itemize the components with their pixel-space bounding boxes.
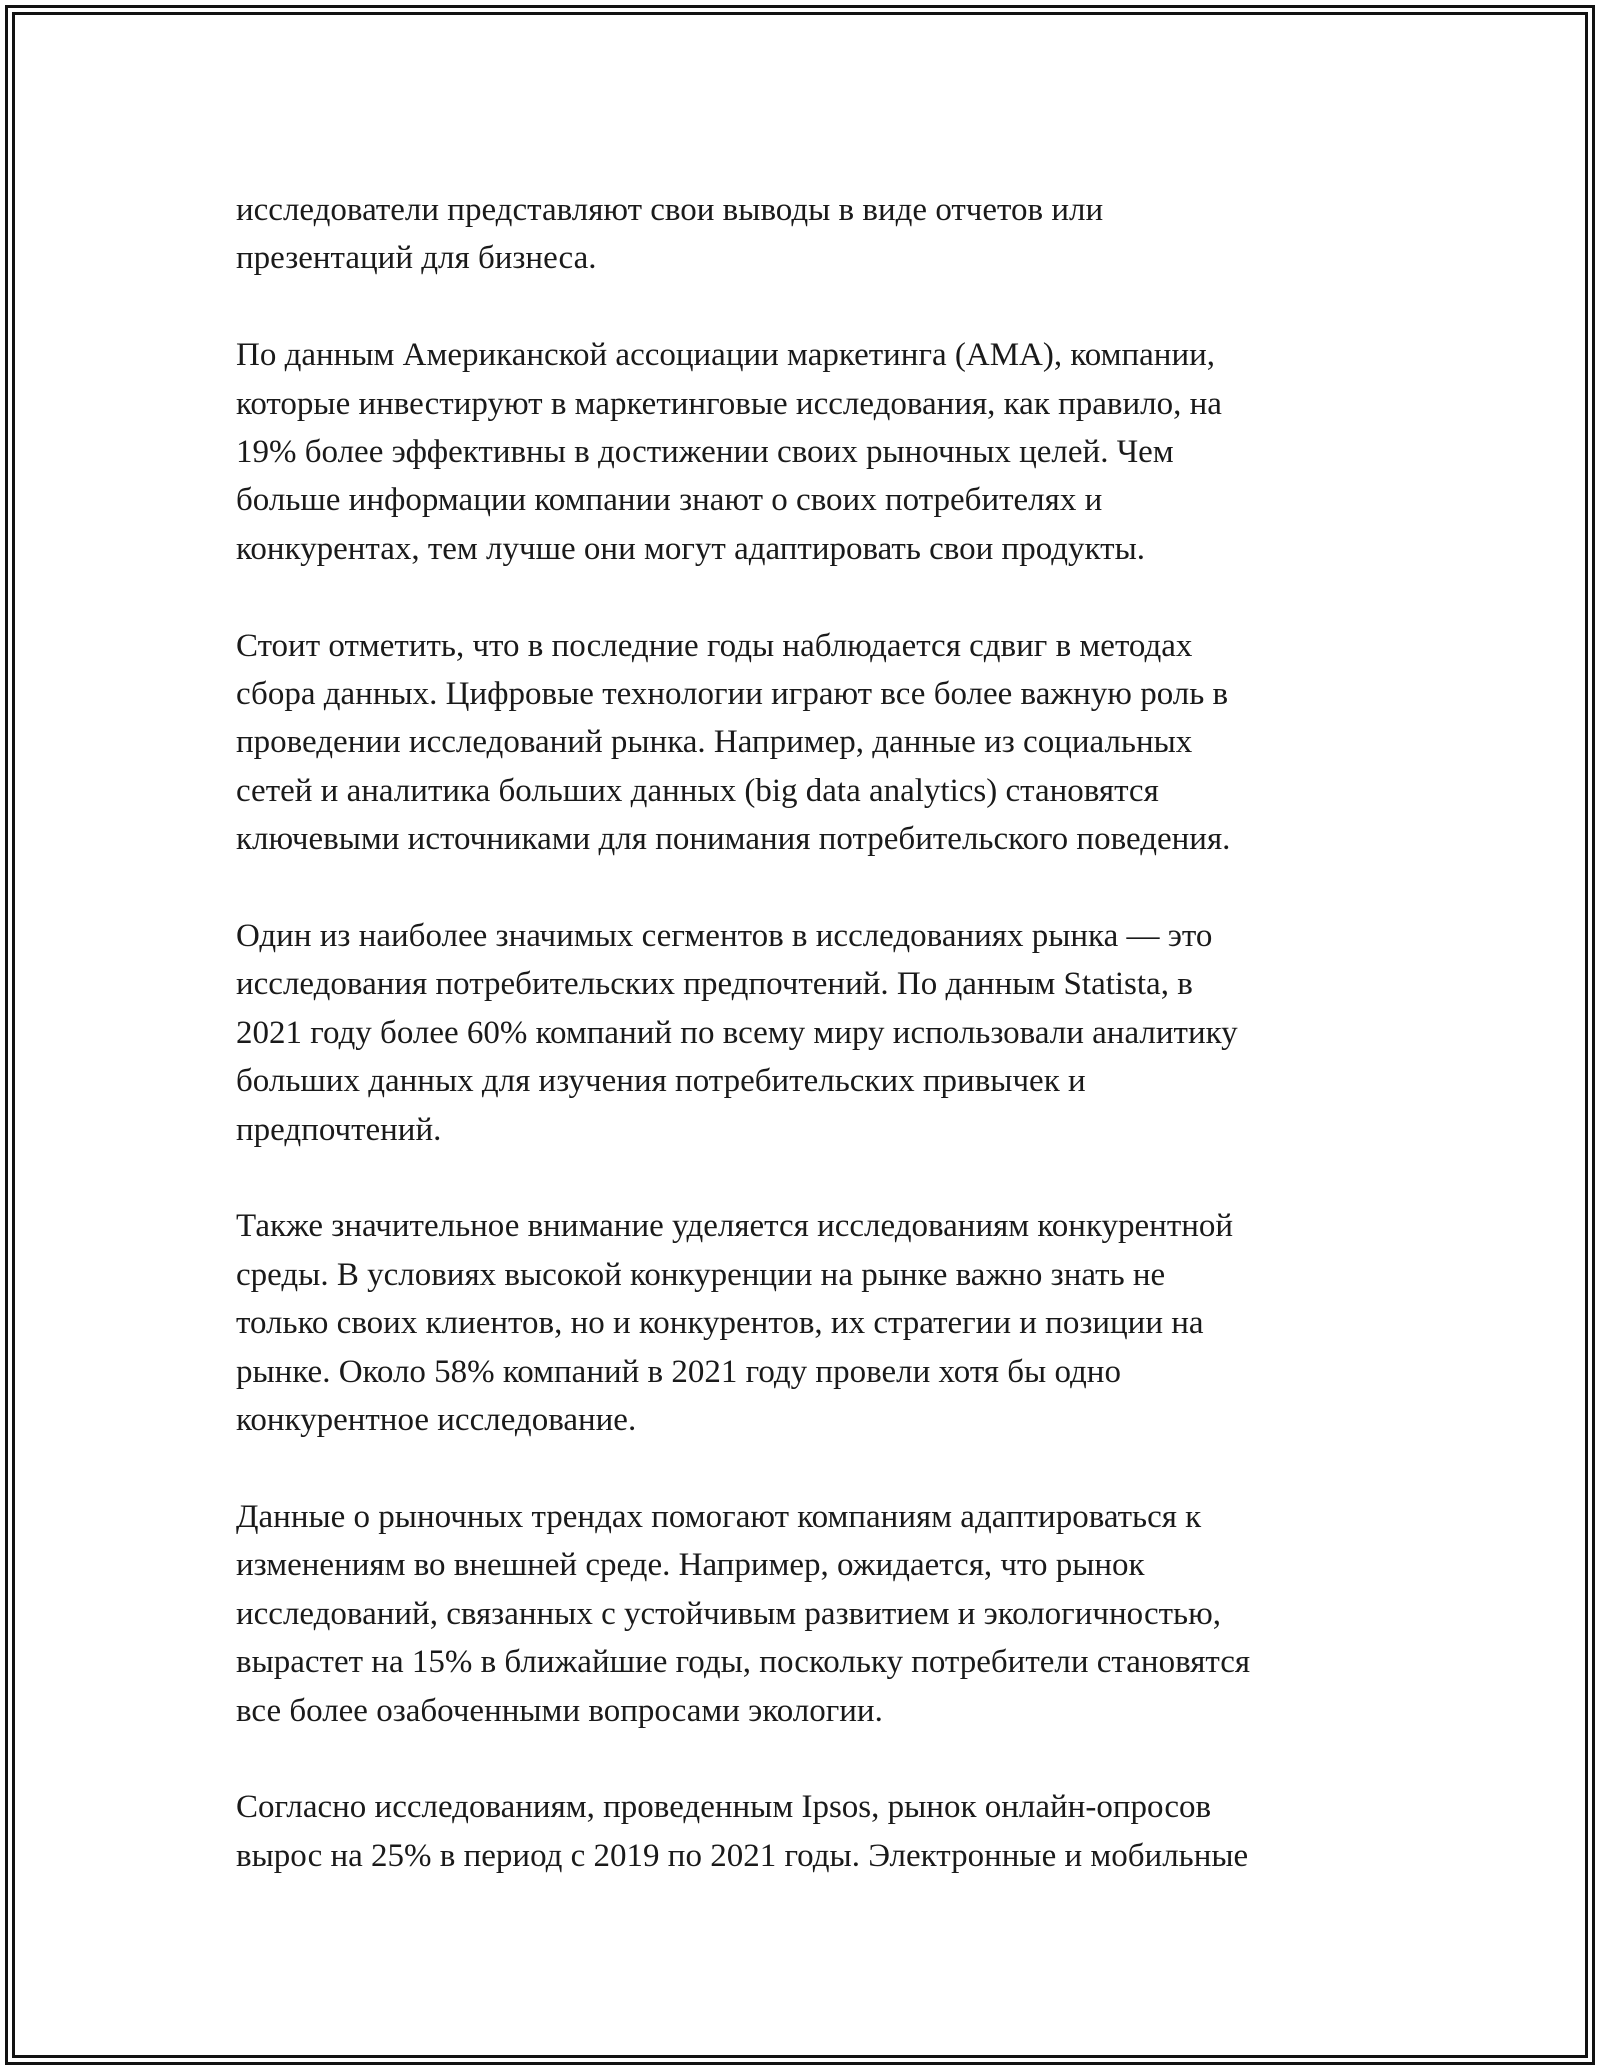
text-line: все более озабоченными вопросами экологии. bbox=[236, 1692, 883, 1729]
text-line: изменениям во внешней среде. Например, ожидается, что рынок bbox=[236, 1547, 1145, 1584]
text-line: конкурентное исследование. bbox=[236, 1402, 637, 1439]
text-line: сбора данных. Цифровые технологии играют все более важную роль в bbox=[236, 676, 1229, 713]
document-body bbox=[236, 186, 1386, 1929]
paragraph bbox=[236, 1783, 1386, 1880]
paragraph bbox=[236, 1202, 1386, 1444]
text-line: Данные о рыночных трендах помогают компаниям адаптироваться к bbox=[236, 1498, 1202, 1535]
paragraph bbox=[236, 186, 1386, 283]
text-line: исследования потребительских предпочтений. По данным Statista, в bbox=[236, 966, 1193, 1003]
text-line: презентаций для бизнеса. bbox=[236, 240, 597, 277]
text-line: Один из наиболее значимых сегментов в исследованиях рынка — это bbox=[236, 918, 1213, 955]
text-line: Согласно исследованиям, проведенным Ipsos, рынок онлайн-опросов bbox=[236, 1789, 1212, 1826]
text-line: 2021 году более 60% компаний по всему миру использовали аналитику bbox=[236, 1014, 1238, 1051]
text-line: исследований, связанных с устойчивым развитием и экологичностью, bbox=[236, 1595, 1221, 1632]
text-line: 19% более эффективны в достижении своих рыночных целей. Чем bbox=[236, 434, 1174, 471]
text-line: которые инвестируют в маркетинговые исследования, как правило, на bbox=[236, 385, 1222, 422]
text-line: сетей и аналитика больших данных (big data analytics) становятся bbox=[236, 772, 1159, 809]
text-line: проведении исследований рынка. Например, данные из социальных bbox=[236, 724, 1193, 761]
paragraph bbox=[236, 1493, 1386, 1735]
text-line: ключевыми источниками для понимания потребительского поведения. bbox=[236, 821, 1231, 858]
text-line: предпочтений. bbox=[236, 1111, 442, 1148]
text-line: вырос на 25% в период с 2019 по 2021 годы. Электронные и мобильные bbox=[236, 1837, 1249, 1874]
text-line: больших данных для изучения потребительских привычек и bbox=[236, 1063, 1086, 1100]
text-line: только своих клиентов, но и конкурентов, их стратегии и позиции на bbox=[236, 1305, 1204, 1342]
text-line: среды. В условиях высокой конкуренции на рынке важно знать не bbox=[236, 1256, 1166, 1293]
text-line: больше информации компании знают о своих потребителях и bbox=[236, 482, 1103, 519]
paragraph bbox=[236, 331, 1386, 573]
paragraph bbox=[236, 912, 1386, 1154]
paragraph bbox=[236, 622, 1386, 864]
text-line: конкурентах, тем лучше они могут адаптировать свои продукты. bbox=[236, 530, 1145, 567]
text-line: исследователи представляют свои выводы в виде отчетов или bbox=[236, 192, 1104, 228]
text-line: Также значительное внимание уделяется исследованиям конкурентной bbox=[236, 1208, 1234, 1245]
text-line: Стоит отметить, что в последние годы наблюдается сдвиг в методах bbox=[236, 627, 1193, 664]
text-line: вырастет на 15% в ближайшие годы, поскольку потребители становятся bbox=[236, 1644, 1251, 1681]
text-line: По данным Американской ассоциации маркетинга (AMA), компании, bbox=[236, 337, 1216, 374]
text-line: рынке. Около 58% компаний в 2021 году провели хотя бы одно bbox=[236, 1353, 1121, 1390]
